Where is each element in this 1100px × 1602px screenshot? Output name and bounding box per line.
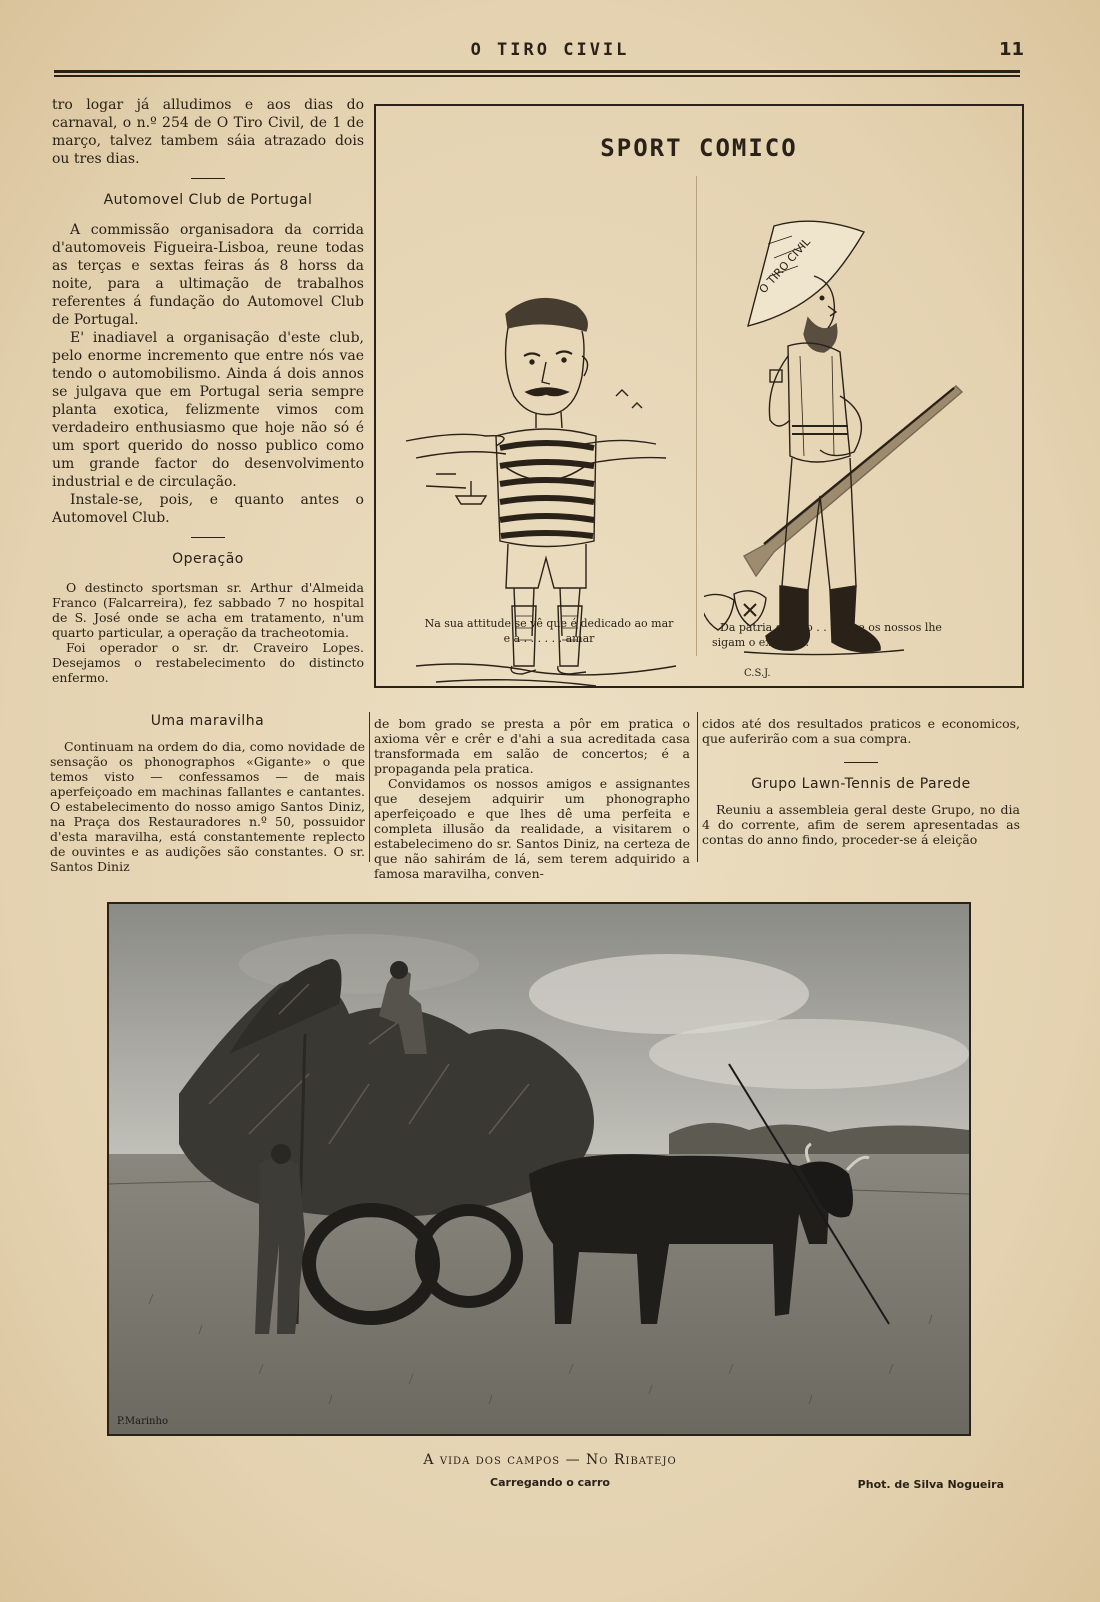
- operacao-body: [52, 580, 364, 685]
- section-title-uma-maravilha: Uma maravilha: [150, 713, 265, 729]
- halftone-photo: [107, 902, 971, 1436]
- paragraph: de bom grado se presta a pôr em pratica o axioma vêr e crêr e d'ahi a sua acreditada casa transformada em salão de concertos; é a propaganda pela pratica.: [374, 716, 690, 776]
- comic-caption-left: [414, 616, 684, 646]
- comic-caption-right: [712, 620, 1002, 650]
- caption-line: e a . . . . . . amar: [503, 632, 595, 645]
- sport-comico-box: [374, 104, 1024, 688]
- paragraph: Foi operador o sr. dr. Craveiro Lopes. Desejamos o restabelecimento do distincto enfermo.: [52, 640, 364, 685]
- paragraph: Continuam na ordem do dia, como novidade de sensação os phonographos «Gigante» o que temos visto — confessamos — de mais aperfeiçoado em machinas fallantes e cantantes. O estabelecimento do nosso amigo Santos Diniz, na Praça dos Restauradores n.º 50, possuidor d'esta maravilha, está constantemente replecto de ouvintes e as audições são constantes. O sr. Santos Diniz: [50, 739, 365, 874]
- section-title-automovel-club: Automovel Club de Portugal: [103, 192, 313, 208]
- caption-line: Da patria do tiro . . . . que os nossos lhe: [720, 621, 942, 634]
- section-separator: [844, 762, 878, 763]
- section-title-operacao: Operação: [172, 551, 244, 567]
- comic-divider: [696, 176, 697, 656]
- column-divider: [697, 712, 698, 862]
- photo-subcaption: Carregando o carro: [490, 1476, 610, 1489]
- soldier-caricature: [704, 206, 1004, 686]
- photo-credit: Phot. de Silva Nogueira: [857, 1478, 1004, 1491]
- paragraph: E' inadiavel a organisação d'este club, pelo enorme incremento que entre nós vae tendo o automobilismo. Ainda á dois annos se julgava que em Portugal seria sempre planta exotica, felizmente vimos com verdadeiro enthusiasmo que hoje não só é um sport querido do nosso publico como um grande factor do desenvolvimento industrial e de circulação.: [52, 330, 364, 490]
- page-number: 11: [998, 39, 1024, 60]
- running-title: O TIRO CIVIL: [470, 40, 630, 60]
- paragraph: cidos até dos resultados praticos e economicos, que auferirão com a sua compra.: [702, 716, 1020, 746]
- photo-caption: A vida dos campos — No Ribatejo: [423, 1452, 677, 1468]
- running-head: [0, 40, 1100, 70]
- section-separator: [191, 178, 225, 179]
- mid-column-2: [374, 716, 690, 881]
- mid-column-3: [702, 716, 1020, 847]
- paragraph: Instale-se, pois, e quanto antes o Automovel Club.: [52, 492, 364, 526]
- section-title-lawn-tennis: Grupo Lawn-Tennis de Parede: [751, 776, 971, 792]
- paragraph: Convidamos os nossos amigos e assignantes que desejem adquirir um phonographo aperfeiçoado e que lhes dê uma perfeita e completa illusão da realidade, a visitarem o estabelecimeno do sr. Santos Diniz, na certeza de que não sahirám de lá, sem terem adquirido a famosa maravilha, conven-: [374, 776, 690, 881]
- paragraph: O destincto sportsman sr. Arthur d'Almeida Franco (Falcarreira), fez sabbado 7 no hospital de S. José onde se acha em tratamento, n'um quarto particular, a operação da tracheotomia.: [52, 580, 364, 640]
- comic-title: SPORT COMICO: [600, 134, 798, 162]
- header-rule-thin: [54, 75, 1020, 77]
- column-divider: [369, 712, 370, 862]
- photo-signature: P.Marinho: [117, 1416, 168, 1427]
- header-rule: [54, 70, 1020, 73]
- comic-signature: C.S.J.: [744, 668, 771, 679]
- caption-line: sigam o exemplo.: [712, 636, 809, 649]
- caption-line: Na sua attitude se vê que é dedicado ao mar: [424, 617, 674, 630]
- mid-column-1: [50, 714, 365, 874]
- paragraph: Reuniu a assembleia geral deste Grupo, no dia 4 do corrente, afim de serem apresentadas as contas do anno findo, proceder-se á eleição: [702, 802, 1020, 847]
- left-column: [52, 96, 364, 685]
- ox-cart-photo: [109, 904, 969, 1434]
- hat-text: O TIRO CIVIL: [756, 235, 813, 297]
- continuation-paragraph: tro logar já alludimos e aos dias do carnaval, o n.º 254 de O Tiro Civil, de 1 de março, talvez tambem sáia atrazado dois ou tres dias.: [52, 97, 364, 167]
- paragraph: A commissão organisadora da corrida d'automoveis Figueira-Lisboa, reune todas as terças e sextas feiras ás 8 horss da noite, para a ultimação de trabalhos referentes á fundação do Automovel Club de Portugal.: [52, 222, 364, 328]
- section-separator: [191, 537, 225, 538]
